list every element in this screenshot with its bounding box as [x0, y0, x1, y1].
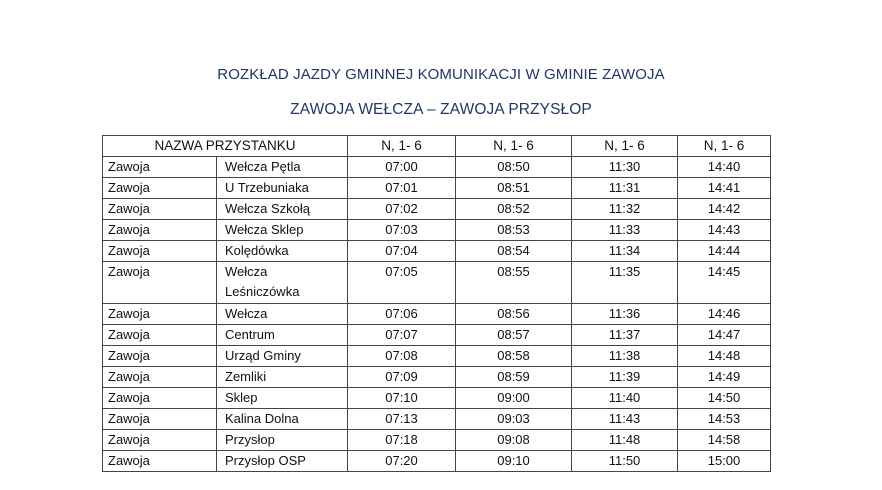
departure-time-cell: 08:54: [456, 241, 572, 262]
place-cell: Zawoja: [103, 367, 217, 388]
place-cell: Zawoja: [103, 451, 217, 472]
departure-time-cell: 08:55: [456, 262, 572, 304]
place-cell: Zawoja: [103, 346, 217, 367]
departure-time-cell: 07:09: [348, 367, 456, 388]
stop-name-cell: Urząd Gminy: [217, 346, 348, 367]
table-row: [103, 199, 771, 220]
departure-time-cell: 08:53: [456, 220, 572, 241]
departure-col-header: N, 1- 6: [678, 136, 771, 157]
table-row: [103, 241, 771, 262]
table-row: [103, 388, 771, 409]
departure-time-cell: 11:43: [572, 409, 678, 430]
departure-time-cell: 14:40: [678, 157, 771, 178]
table-row: [103, 346, 771, 367]
place-cell: Zawoja: [103, 199, 217, 220]
table-row: [103, 367, 771, 388]
departure-time-cell: 09:08: [456, 430, 572, 451]
stop-name-cell: Wełcza Szkołą: [217, 199, 348, 220]
departure-time-cell: 11:34: [572, 241, 678, 262]
departure-time-cell: 09:00: [456, 388, 572, 409]
departure-time-cell: 07:04: [348, 241, 456, 262]
table-row: [103, 304, 771, 325]
place-cell: Zawoja: [103, 388, 217, 409]
departure-time-cell: 08:56: [456, 304, 572, 325]
departure-time-cell: 11:40: [572, 388, 678, 409]
stop-name-cell: Wełcza Leśniczówka: [217, 262, 348, 304]
departure-time-cell: 07:08: [348, 346, 456, 367]
departure-time-cell: 11:36: [572, 304, 678, 325]
departure-time-cell: 08:59: [456, 367, 572, 388]
stop-name-cell: Przysłop: [217, 430, 348, 451]
departure-time-cell: 14:47: [678, 325, 771, 346]
stop-name-cell: U Trzebuniaka: [217, 178, 348, 199]
departure-time-cell: 14:58: [678, 430, 771, 451]
departure-time-cell: 11:50: [572, 451, 678, 472]
table-row: [103, 157, 771, 178]
departure-time-cell: 07:05: [348, 262, 456, 304]
departure-time-cell: 14:41: [678, 178, 771, 199]
departure-time-cell: 14:53: [678, 409, 771, 430]
departure-time-cell: 09:10: [456, 451, 572, 472]
stop-name-cell: Wełcza Sklep: [217, 220, 348, 241]
place-cell: Zawoja: [103, 241, 217, 262]
departure-time-cell: 08:51: [456, 178, 572, 199]
stop-name-cell: Sklep: [217, 388, 348, 409]
place-cell: Zawoja: [103, 178, 217, 199]
departure-col-header: N, 1- 6: [572, 136, 678, 157]
departure-time-cell: 14:44: [678, 241, 771, 262]
departure-time-cell: 14:48: [678, 346, 771, 367]
departure-time-cell: 11:31: [572, 178, 678, 199]
stop-name-cell: Kalina Dolna: [217, 409, 348, 430]
route-subtitle: ZAWOJA WEŁCZA – ZAWOJA PRZYSŁOP: [290, 101, 592, 118]
stop-name-cell: Wełcza Pętla: [217, 157, 348, 178]
departure-time-cell: 14:49: [678, 367, 771, 388]
departure-col-header: N, 1- 6: [348, 136, 456, 157]
place-cell: Zawoja: [103, 325, 217, 346]
departure-time-cell: 11:38: [572, 346, 678, 367]
place-cell: Zawoja: [103, 304, 217, 325]
table-row: [103, 451, 771, 472]
stop-name-cell: Przysłop OSP: [217, 451, 348, 472]
stop-name-cell: Zemliki: [217, 367, 348, 388]
departure-time-cell: 11:48: [572, 430, 678, 451]
departure-time-cell: 11:30: [572, 157, 678, 178]
place-cell: Zawoja: [103, 430, 217, 451]
stop-name-cell: Wełcza: [217, 304, 348, 325]
departure-time-cell: 11:37: [572, 325, 678, 346]
table-row: [103, 262, 771, 304]
stop-name-cell: Kolędówka: [217, 241, 348, 262]
place-cell: Zawoja: [103, 409, 217, 430]
departure-time-cell: 11:35: [572, 262, 678, 304]
stop-name-header: NAZWA PRZYSTANKU: [103, 136, 348, 157]
departure-time-cell: 14:42: [678, 199, 771, 220]
departure-time-cell: 07:20: [348, 451, 456, 472]
departure-time-cell: 11:33: [572, 220, 678, 241]
departure-time-cell: 14:50: [678, 388, 771, 409]
departure-time-cell: 07:02: [348, 199, 456, 220]
table-row: [103, 178, 771, 199]
place-cell: Zawoja: [103, 157, 217, 178]
table-row: [103, 409, 771, 430]
table-row: [103, 430, 771, 451]
departure-time-cell: 07:10: [348, 388, 456, 409]
departure-time-cell: 08:52: [456, 199, 572, 220]
departure-time-cell: 07:06: [348, 304, 456, 325]
timetable: [102, 135, 771, 472]
departure-time-cell: 08:58: [456, 346, 572, 367]
departure-time-cell: 07:03: [348, 220, 456, 241]
departure-time-cell: 08:57: [456, 325, 572, 346]
table-row: [103, 220, 771, 241]
table-row: [103, 325, 771, 346]
departure-time-cell: 07:13: [348, 409, 456, 430]
departure-time-cell: 07:07: [348, 325, 456, 346]
stop-name-cell: Centrum: [217, 325, 348, 346]
departure-time-cell: 14:43: [678, 220, 771, 241]
departure-time-cell: 14:46: [678, 304, 771, 325]
document-title: ROZKŁAD JAZDY GMINNEJ KOMUNIKACJI W GMINIE ZAWOJA: [217, 66, 665, 83]
departure-time-cell: 09:03: [456, 409, 572, 430]
departure-time-cell: 08:50: [456, 157, 572, 178]
departure-time-cell: 11:39: [572, 367, 678, 388]
departure-time-cell: 15:00: [678, 451, 771, 472]
table-header-row: [103, 136, 771, 157]
departure-time-cell: 07:18: [348, 430, 456, 451]
departure-time-cell: 11:32: [572, 199, 678, 220]
departure-time-cell: 07:01: [348, 178, 456, 199]
place-cell: Zawoja: [103, 262, 217, 304]
place-cell: Zawoja: [103, 220, 217, 241]
departure-col-header: N, 1- 6: [456, 136, 572, 157]
departure-time-cell: 07:00: [348, 157, 456, 178]
departure-time-cell: 14:45: [678, 262, 771, 304]
